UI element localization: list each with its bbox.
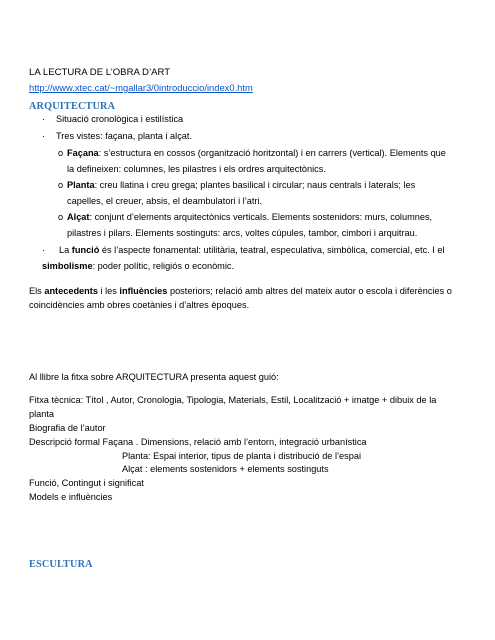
bullet-dot: · xyxy=(42,114,46,124)
heading-arquitectura: ARQUITECTURA xyxy=(29,101,116,112)
paragraph-llibre: Al llibre la fitxa sobre ARQUITECTURA presenta aquest guió: xyxy=(29,372,279,382)
bullet-o: o xyxy=(58,148,64,158)
fitxa-tecnica-cont: planta xyxy=(29,409,55,419)
sub-item-alcat-cont: pilastres i pilars. Elements sostinguts: arcs, voltes cúpules, tambor, cimbori i arquitrau. xyxy=(67,228,418,238)
sub-item-planta: o Planta: creu llatina i creu grega; plantes basilical i circular; naus centrals i laterals; les xyxy=(58,180,416,190)
fitxa-models: Models e influències xyxy=(29,492,113,502)
bullet-o: o xyxy=(58,180,64,190)
sub-item-facana-cont: la defineixen: columnes, les pilastres i els ordres arquitectònics. xyxy=(67,164,326,174)
reference-link[interactable]: http://www.xtec.cat/~mgallar3/0introduccio/index0.htm xyxy=(29,82,253,93)
fitxa-funcio: Funció, Contingut i significat xyxy=(29,478,144,488)
fitxa-descripcio: Descripció formal Façana . Dimensions, relació amb l’entorn, integració urbanística xyxy=(29,437,367,447)
fitxa-alcat: Alçat : elements sostenidors + elements sostinguts xyxy=(122,464,329,474)
bullet-item-situacio: · Situació cronològica i estilística xyxy=(42,114,184,124)
fitxa-planta: Planta: Espai interior, tipus de planta i distribució de l’espai xyxy=(122,451,362,461)
bullet-item-vistes: · Tres vistes: façana, planta i alçat. xyxy=(42,131,193,141)
bullet-o: o xyxy=(58,212,64,222)
fitxa-tecnica: Fitxa tècnica: Títol , Autor, Cronologia, Tipologia, Materials, Estil, Localització + imatge + dibuix de la xyxy=(29,395,437,405)
bullet-dot: · xyxy=(42,131,46,141)
sub-item-alcat: o Alçat: conjunt d’elements arquitectònics verticals. Elements sostenidors: murs, columnes, xyxy=(58,212,433,222)
bullet-item-funcio: · La funció és l’aspecte fonamental: utilitària, teatral, especulativa, simbòlica, comercial, etc. I el xyxy=(42,245,445,255)
paragraph-antecedents: Els antecedents i les influències posteriors; relació amb altres del mateix autor o escola i diferències o xyxy=(29,286,452,296)
bullet-dot: · xyxy=(42,245,46,255)
fitxa-biografia: Biografia de l’autor xyxy=(29,423,106,433)
bullet-item-funcio-cont: simbolisme: poder polític, religiós o econòmic. xyxy=(42,261,235,271)
sub-item-facana: o Façana: s’estructura en cossos (organització horitzontal) i en carrers (vertical). Elements que xyxy=(58,148,446,158)
heading-escultura: ESCULTURA xyxy=(29,559,93,570)
doc-title: LA LECTURA DE L’OBRA D’ART xyxy=(29,67,171,78)
sub-item-planta-cont: capelles, el creuer, absis, el deambulatori i l’atri. xyxy=(67,196,263,206)
paragraph-antecedents-cont: coincidències amb obres coetànies i d’altres èpoques. xyxy=(29,300,250,310)
